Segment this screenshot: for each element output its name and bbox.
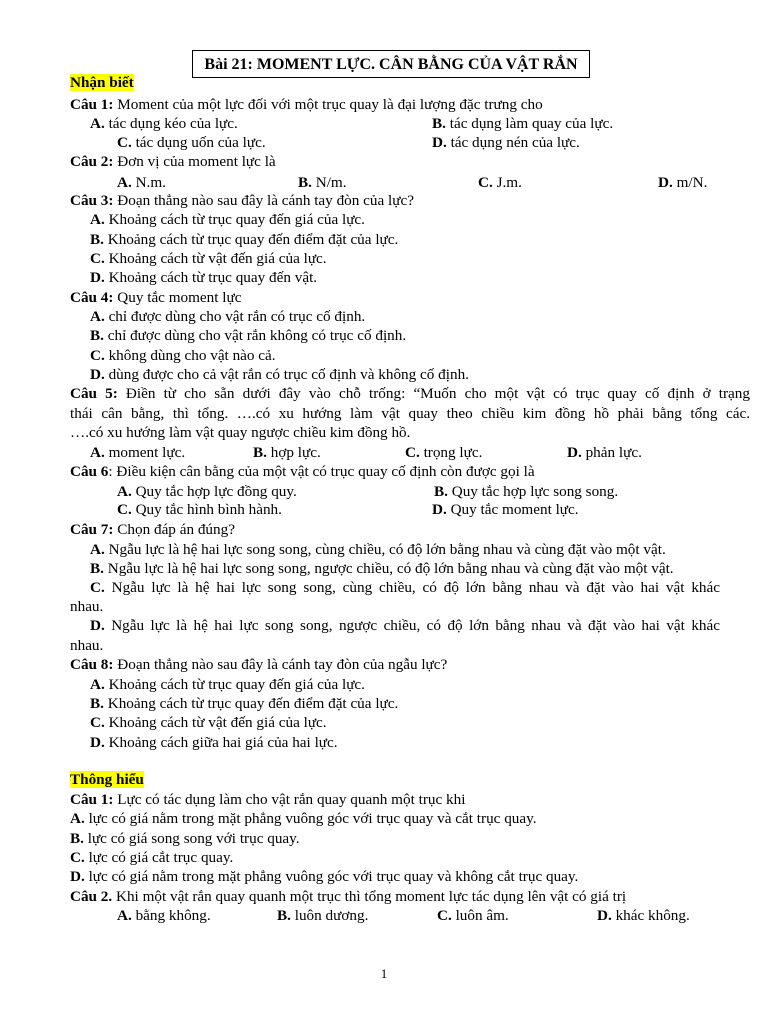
answer-5c: C. trọng lực. <box>405 444 483 461</box>
answer-6c: C. Quy tắc hình bình hành. <box>117 501 282 518</box>
question-4: Câu 4: Quy tắc moment lực <box>70 289 242 306</box>
answer-5b: B. hợp lực. <box>253 444 321 461</box>
answer-t1b: B. lực có giá song song với trục quay. <box>70 830 300 847</box>
question-t2: Câu 2. Khi một vật rắn quay quanh một trục thì tổng moment lực tác dụng lên vật có giá trị <box>70 888 627 905</box>
question-2: Câu 2: Đơn vị của moment lực là <box>70 153 276 170</box>
answer-5d: D. phản lực. <box>567 444 642 461</box>
answer-4c: C. không dùng cho vật nào cả. <box>90 347 276 364</box>
answer-t1c: C. lực có giá cắt trục quay. <box>70 849 234 866</box>
page-title: Bài 21: MOMENT LỰC. CÂN BẰNG CỦA VẬT RẮN <box>192 50 590 78</box>
answer-4b: B. chỉ được dùng cho vật rắn không có trục cố định. <box>90 327 407 344</box>
answer-3c: C. Khoảng cách từ vật đến giá của lực. <box>90 250 327 267</box>
answer-t1a: A. lực có giá nằm trong mặt phẳng vuông góc với trục quay và cắt trục quay. <box>70 810 537 827</box>
answer-2d: D. m/N. <box>658 174 708 191</box>
answer-t1d: D. lực có giá nằm trong mặt phẳng vuông góc với trục quay và không cắt trục quay. <box>70 868 579 885</box>
question-t1: Câu 1: Lực có tác dụng làm cho vật rắn quay quanh một trục khi <box>70 791 466 808</box>
answer-7b: B. Ngẫu lực là hệ hai lực song song, ngược chiều, có độ lớn bằng nhau và cùng đặt vào một vật. <box>90 560 674 577</box>
question-8: Câu 8: Đoạn thẳng nào sau đây là cánh tay đòn của ngẫu lực? <box>70 656 448 673</box>
answer-2a: A. N.m. <box>117 174 166 191</box>
answer-8c: C. Khoảng cách từ vật đến giá của lực. <box>90 714 327 731</box>
question-7: Câu 7: Chọn đáp án đúng? <box>70 521 235 538</box>
question-1: Câu 1: Moment của một lực đối với một trục quay là đại lượng đặc trưng cho <box>70 96 543 113</box>
answer-4d: D. dùng được cho cả vật rắn có trục cố định và không cố định. <box>90 366 469 383</box>
question-5-line-1: Câu 5: Điền từ cho sẵn dưới đây vào chỗ trống: “Muốn cho một vật có trục quay cố định ở trạng <box>70 385 750 402</box>
answer-6d: D. Quy tắc moment lực. <box>432 501 579 518</box>
question-5-line-3: ….có xu hướng làm vật quay ngược chiều kim đồng hồ. <box>70 424 411 441</box>
question-6: Câu 6: Điều kiện cân bằng của một vật có trục quay cố định còn được gọi là <box>70 463 535 480</box>
answer-1c: C. tác dụng uốn của lực. <box>117 134 266 151</box>
answer-4a: A. chỉ được dùng cho vật rắn có trục cố định. <box>90 308 366 325</box>
answer-7c: C. Ngẫu lực là hệ hai lực song song, cùng chiều, có độ lớn bằng nhau và đặt vào hai vật khác <box>90 579 720 596</box>
answer-2b: B. N/m. <box>298 174 347 191</box>
question-3: Câu 3: Đoạn thẳng nào sau đây là cánh tay đòn của lực? <box>70 192 414 209</box>
answer-t2b: B. luôn dương. <box>277 907 369 924</box>
answer-6b: B. Quy tắc hợp lực song song. <box>434 483 619 500</box>
answer-3a: A. Khoảng cách từ trục quay đến giá của lực. <box>90 211 365 228</box>
answer-1b: B. tác dụng làm quay của lực. <box>432 115 614 132</box>
answer-3d: D. Khoảng cách từ trục quay đến vật. <box>90 269 318 286</box>
answer-1a: A. tác dụng kéo của lực. <box>90 115 238 132</box>
section-heading-thong-hieu: Thông hiểu <box>70 771 144 788</box>
answer-1d: D. tác dụng nén của lực. <box>432 134 580 151</box>
page-number: 1 <box>380 966 388 981</box>
answer-t2a: A. bằng không. <box>117 907 211 924</box>
answer-t2d: D. khác không. <box>597 907 690 924</box>
section-heading-nhan-biet: Nhận biết <box>70 74 134 91</box>
answer-8b: B. Khoảng cách từ trục quay đến điểm đặt của lực. <box>90 695 399 712</box>
answer-7c-continued: nhau. <box>70 598 104 615</box>
answer-3b: B. Khoảng cách từ trục quay đến điểm đặt của lực. <box>90 231 399 248</box>
answer-6a: A. Quy tắc hợp lực đồng quy. <box>117 483 297 500</box>
answer-7d-continued: nhau. <box>70 637 104 654</box>
answer-7a: A. Ngẫu lực là hệ hai lực song song, cùng chiều, có độ lớn bằng nhau và cùng đặt vào một vật. <box>90 541 666 558</box>
answer-5a: A. moment lực. <box>90 444 186 461</box>
answer-2c: C. J.m. <box>478 174 522 191</box>
question-5-line-2: thái cân bằng, thì tổng. ….có xu hướng làm vật quay theo chiều kim đồng hồ phải bằng tổng các. <box>70 405 750 422</box>
answer-8a: A. Khoảng cách từ trục quay đến giá của lực. <box>90 676 365 693</box>
answer-8d: D. Khoảng cách giữa hai giá của hai lực. <box>90 734 338 751</box>
answer-7d: D. Ngẫu lực là hệ hai lực song song, ngược chiều, có độ lớn bằng nhau và đặt vào hai vật khác <box>90 617 720 634</box>
answer-t2c: C. luôn âm. <box>437 907 509 924</box>
